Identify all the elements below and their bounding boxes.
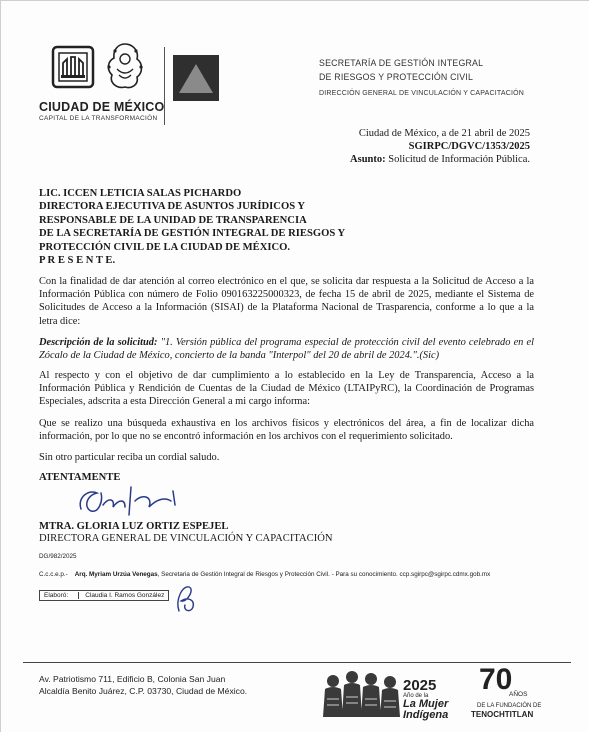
- anniversary-years: AÑOS: [509, 691, 528, 698]
- asunto-line: [350, 154, 530, 165]
- addressee-block: [39, 187, 345, 267]
- ccp-line: [39, 571, 490, 578]
- footer-address-2: Alcaldía Benito Juárez, C.P. 03730, Ciudad de México.: [39, 686, 248, 696]
- addressee-line: P R E S E N T E.: [39, 255, 116, 267]
- year-theme-line-1: La Mujer: [403, 698, 449, 710]
- signer-title: DIRECTORA GENERAL DE VINCULACIÓN Y CAPACITACIÓN: [39, 533, 333, 544]
- place-date: Ciudad de México, a de 21 abril de 2025: [358, 128, 530, 139]
- anniversary-number: 70: [479, 663, 513, 696]
- atentamente: ATENTAMENTE: [39, 472, 121, 483]
- ccp-rest: , Secretaria de Gestión Integral de Riesgos y Protección Civil. - Para su conocimiento. ccp.sgirpc@sgirpc.cdmx.gob.mx: [157, 571, 491, 578]
- folio-number: SGIRPC/DGVC/1353/2025: [408, 141, 530, 152]
- anniversary-city: TENOCHTITLAN: [471, 710, 534, 719]
- body-paragraph-4: Sin otro particular reciba un cordial saludo.: [39, 452, 220, 463]
- addressee-line: DIRECTORA EJECUTIVA DE ASUNTOS JURÍDICOS Y: [39, 201, 305, 213]
- signature-icon: [73, 483, 193, 521]
- body-paragraph-2: Al respecto y con el objetivo de dar cumplimiento a lo establecido en la Ley de Transparencia, Acceso a la Información Pública y Rendición de Cuentas de la Ciudad de México (LTAIPyRC), la Coordinación de Programas Especiales, adscrita a esta Dirección General a mi cargo informa:: [39, 370, 534, 408]
- org-name: CIUDAD DE MÉXICO: [39, 100, 165, 114]
- year-2025: 2025: [403, 677, 437, 694]
- secretaria-line-1: SECRETARÍA DE GESTIÓN INTEGRAL: [319, 58, 484, 68]
- secretaria-line-2: DE RIESGOS Y PROTECCIÓN CIVIL: [319, 72, 474, 82]
- year-subtitle: Año de la: [403, 693, 429, 699]
- anniversary-foundation: DE LA FUNDACIÓN DE: [477, 703, 542, 709]
- description-text: "1. Versión pública del programa especial de protección civil del evento celebrado en el Zócalo de la Ciudad de México, concierto de la banda "Interpol" del 20 de abril de 2024.".(Sic): [39, 337, 534, 362]
- org-tagline: CAPITAL DE LA TRANSFORMACIÓN: [39, 115, 158, 122]
- addressee-line: RESPONSABLE DE LA UNIDAD DE TRANSPARENCIA: [39, 214, 307, 226]
- indigenous-figure-icon: [103, 41, 147, 91]
- cdmx-coat-of-arms-icon: [51, 45, 95, 89]
- addressee-line: LIC. ICCEN LETICIA SALAS PICHARDO: [39, 188, 242, 199]
- addressee-line: PROTECCIÓN CIVIL DE LA CIUDAD DE MÉXICO.: [39, 241, 291, 253]
- request-description: [39, 336, 534, 362]
- body-paragraph-3: Que se realizo una búsqueda exhaustiva en los archivos físicos y electrónicos del área, a fin de localizar dicha información, por lo que no se encontró información en los archivos con el requerimiento solicitado.: [39, 418, 534, 443]
- elaboro-label: Elaboró:: [44, 592, 69, 599]
- header-divider: [164, 47, 165, 125]
- elaboro-name: Claudia I. Ramos González: [78, 592, 164, 599]
- reference-code: DG/982/2025: [39, 553, 77, 560]
- addressee-line: DE LA SECRETARÍA DE GESTIÓN INTEGRAL DE RIESGOS Y: [39, 228, 346, 240]
- body-paragraph-1: Con la finalidad de dar atención al correo electrónico en el que, se solicita dar respuesta a la Solicitud de Acceso a la Información Pública con número de Folio 090163225000323, de fecha 15 de abril de 2025, mediante el Sistema de Solicitudes de Acceso a la Información (SISAI) de la Plataforma Nacional de Trasparencia, conforme a lo que a la letra dice:: [39, 276, 534, 327]
- asunto-label: Asunto:: [350, 154, 386, 165]
- year-theme: [403, 699, 448, 721]
- description-label: Descripción de la solicitud:: [39, 337, 158, 348]
- asunto-value: Solicitud de Información Pública.: [385, 154, 530, 165]
- ccp-label: C.c.c.e.p.-: [39, 571, 68, 578]
- elaboro-box: [39, 590, 169, 601]
- indigenous-women-icon: [319, 667, 405, 719]
- footer-address-1: Av. Patriotismo 711, Edificio B, Colonia San Juan: [39, 674, 226, 684]
- year-theme-line-2: Indígena: [403, 709, 449, 721]
- direccion-general: DIRECCIÓN GENERAL DE VINCULACIÓN Y CAPACITACIÓN: [319, 90, 525, 97]
- sgirpc-triangle-icon: [173, 55, 219, 101]
- ccp-name: Arq. Myriam Urzúa Venegas: [74, 571, 158, 578]
- signer-name: MTRA. GLORIA LUZ ORTIZ ESPEJEL: [39, 521, 229, 532]
- initials-icon: [173, 581, 199, 615]
